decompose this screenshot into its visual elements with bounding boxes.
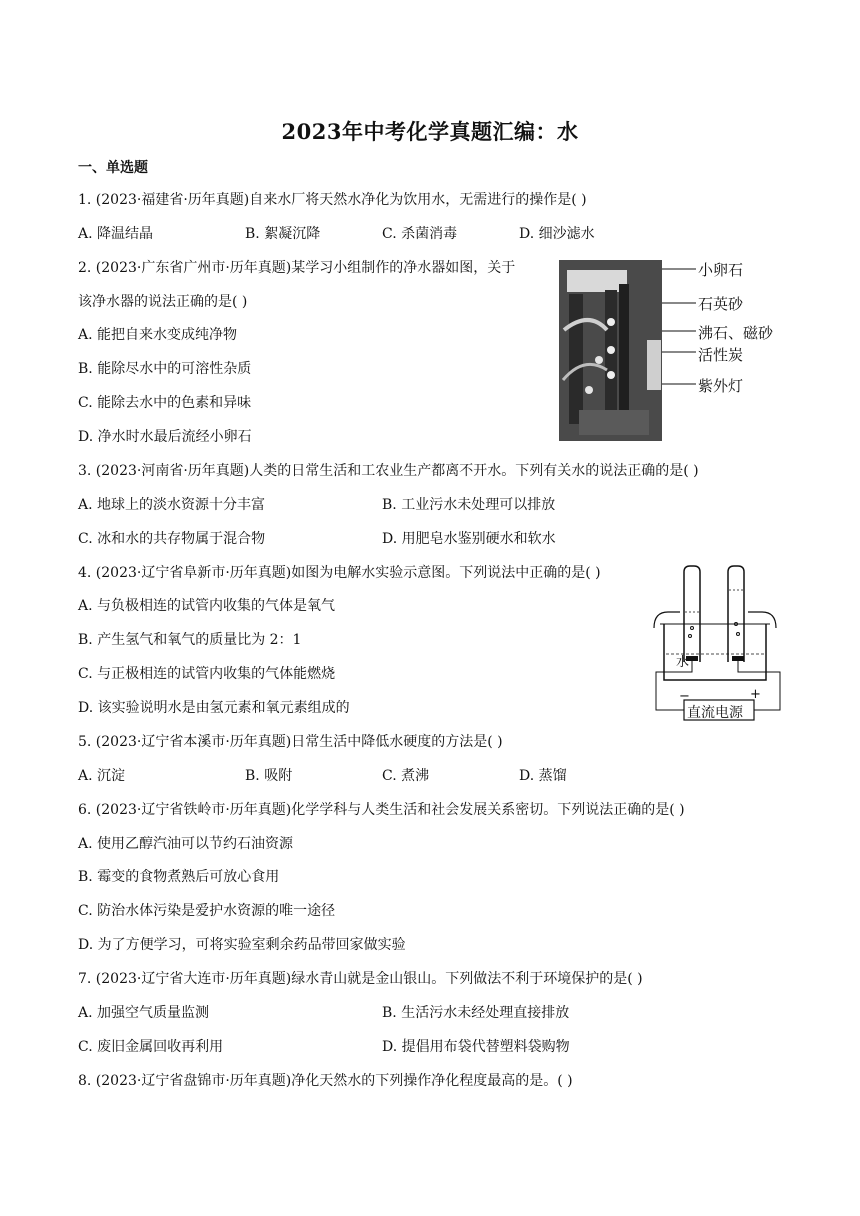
question-2-option-c: C. 能除去水中的色素和异味: [78, 395, 252, 411]
question-5-option-d: D. 蒸馏: [519, 768, 567, 784]
question-4-option-b: B. 产生氢气和氧气的质量比为 2：1: [78, 632, 302, 648]
question-1-option-d: D. 细沙滤水: [519, 226, 595, 242]
question-8-stem: 8. (2023·辽宁省盘锦市·历年真题)净化天然水的下列操作净化程度最高的是。( ): [78, 1073, 573, 1089]
label-dc-power: 直流电源: [687, 705, 743, 721]
label-minus: −: [679, 689, 690, 704]
question-5-option-b: B. 吸附: [245, 768, 293, 784]
question-6-stem: 6. (2023·辽宁省铁岭市·历年真题)化学学科与人类生活和社会发展关系密切。下列说法正确的是( ): [78, 802, 685, 818]
question-2-stem-line-1: 2. (2023·广东省广州市·历年真题)某学习小组制作的净水器如图，关于: [78, 260, 516, 276]
electrolysis-diagram: [650, 562, 790, 722]
question-4-option-c: C. 与正极相连的试管内收集的气体能燃烧: [78, 666, 336, 682]
question-6-option-a: A. 使用乙醇汽油可以节约石油资源: [78, 836, 294, 852]
photo-leader-lines: [662, 260, 702, 390]
question-5-option-c: C. 煮沸: [382, 768, 430, 784]
question-3-option-a: A. 地球上的淡水资源十分丰富: [78, 497, 266, 513]
question-1-option-a: A. 降温结晶: [78, 226, 154, 242]
question-5-stem: 5. (2023·辽宁省本溪市·历年真题)日常生活中降低水硬度的方法是( ): [78, 734, 503, 750]
question-6-option-b: B. 霉变的食物煮熟后可放心食用: [78, 869, 280, 885]
page-title: 2023年中考化学真题汇编：水: [281, 119, 579, 144]
question-3-option-b: B. 工业污水未处理可以排放: [382, 497, 556, 513]
question-7-option-c: C. 废旧金属回收再利用: [78, 1039, 224, 1055]
label-uv-lamp: 紫外灯: [698, 377, 744, 395]
question-3-option-c: C. 冰和水的共存物属于混合物: [78, 531, 266, 547]
question-1-stem: 1. (2023·福建省·历年真题)自来水厂将天然水净化为饮用水，无需进行的操作是( ): [78, 192, 587, 208]
question-1-option-c: C. 杀菌消毒: [382, 226, 458, 242]
question-5-option-a: A. 沉淀: [78, 768, 126, 784]
label-plus: +: [750, 687, 761, 702]
water-purifier-photo: [559, 260, 662, 441]
question-4-stem: 4. (2023·辽宁省阜新市·历年真题)如图为电解水实验示意图。下列说法中正确的是( ): [78, 565, 601, 581]
label-water: 水: [676, 655, 690, 670]
question-3-option-d: D. 用肥皂水鉴别硬水和软水: [382, 531, 556, 547]
question-2-option-a: A. 能把自来水变成纯净物: [78, 327, 238, 343]
label-activated-carbon: 活性炭: [698, 346, 744, 364]
question-4-option-a: A. 与负极相连的试管内收集的气体是氧气: [78, 598, 336, 614]
question-6-option-c: C. 防治水体污染是爱护水资源的唯一途径: [78, 903, 336, 919]
question-4-option-d: D. 该实验说明水是由氢元素和氧元素组成的: [78, 700, 350, 716]
question-2-option-d: D. 净水时水最后流经小卵石: [78, 429, 252, 445]
label-zeolite: 沸石、磁砂: [698, 324, 774, 342]
question-7-option-b: B. 生活污水未经处理直接排放: [382, 1005, 570, 1021]
question-7-stem: 7. (2023·辽宁省大连市·历年真题)绿水青山就是金山银山。下列做法不利于环境保护的是( ): [78, 971, 643, 987]
question-6-option-d: D. 为了方便学习，可将实验室剩余药品带回家做实验: [78, 937, 406, 953]
label-quartz-sand: 石英砂: [698, 295, 744, 313]
label-pebbles: 小卵石: [698, 261, 744, 279]
question-2-stem-line-2: 该净水器的说法正确的是( ): [78, 294, 248, 310]
question-1-option-b: B. 絮凝沉降: [245, 226, 321, 242]
section-heading: 一、单选题: [78, 160, 148, 176]
question-7-option-d: D. 提倡用布袋代替塑料袋购物: [382, 1039, 570, 1055]
question-3-stem: 3. (2023·河南省·历年真题)人类的日常生活和工农业生产都离不开水。下列有关水的说法正确的是( ): [78, 463, 699, 479]
question-2-option-b: B. 能除尽水中的可溶性杂质: [78, 361, 252, 377]
question-7-option-a: A. 加强空气质量监测: [78, 1005, 210, 1021]
